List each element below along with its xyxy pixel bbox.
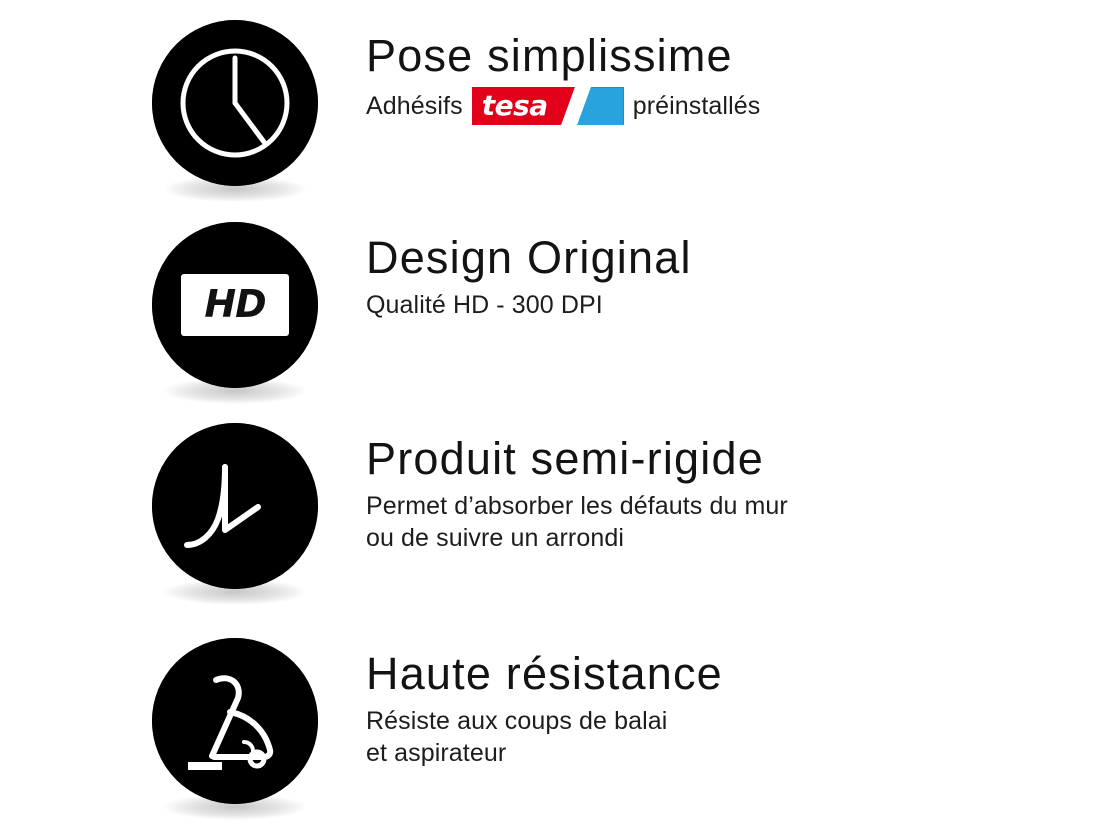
vacuum-cleaner-icon	[152, 638, 318, 804]
bending-sheet-icon-wrap	[152, 423, 318, 589]
hd-icon-wrap	[152, 222, 318, 388]
feature-text-block	[366, 638, 1100, 769]
feature-text-block	[366, 20, 1100, 125]
feature-subtitle	[366, 87, 1100, 125]
feature-text-block	[366, 423, 1100, 554]
feature-text-block	[366, 222, 1100, 321]
feature-item-produit-semi-rigide	[0, 423, 1100, 589]
feature-title: Pose simplissime	[366, 30, 733, 81]
subtitle-prefix: Adhésifs	[366, 92, 463, 121]
feature-item-haute-resistance	[0, 638, 1100, 804]
subtitle-line: ou de suivre un arrondi	[366, 524, 625, 553]
feature-subtitle	[366, 289, 1100, 321]
bending-sheet-icon	[152, 423, 318, 589]
tesa-logo-registered: ®	[569, 93, 581, 107]
feature-title: Haute résistance	[366, 648, 723, 699]
hd-badge-icon	[152, 222, 318, 388]
subtitle-line: Permet d’absorber les défauts du mur	[366, 492, 788, 521]
vacuum-icon-wrap	[152, 638, 318, 804]
subtitle-line: Résiste aux coups de balai	[366, 707, 668, 736]
subtitle-suffix: préinstallés	[632, 92, 761, 121]
svg-text:HD: HD	[204, 282, 266, 326]
feature-title: Design Original	[366, 232, 692, 283]
subtitle-line: et aspirateur	[366, 739, 507, 768]
feature-item-design-original	[0, 222, 1100, 388]
subtitle-line: Qualité HD - 300 DPI	[366, 291, 603, 320]
feature-title: Produit semi-rigide	[366, 433, 764, 484]
feature-subtitle	[366, 705, 1100, 769]
tesa-logo	[472, 87, 624, 125]
clock-icon	[152, 20, 318, 186]
feature-item-pose-simplissime	[0, 20, 1100, 186]
tesa-logo-word: tesa	[481, 89, 548, 123]
clock-icon-wrap	[152, 20, 318, 186]
feature-subtitle	[366, 490, 1100, 554]
